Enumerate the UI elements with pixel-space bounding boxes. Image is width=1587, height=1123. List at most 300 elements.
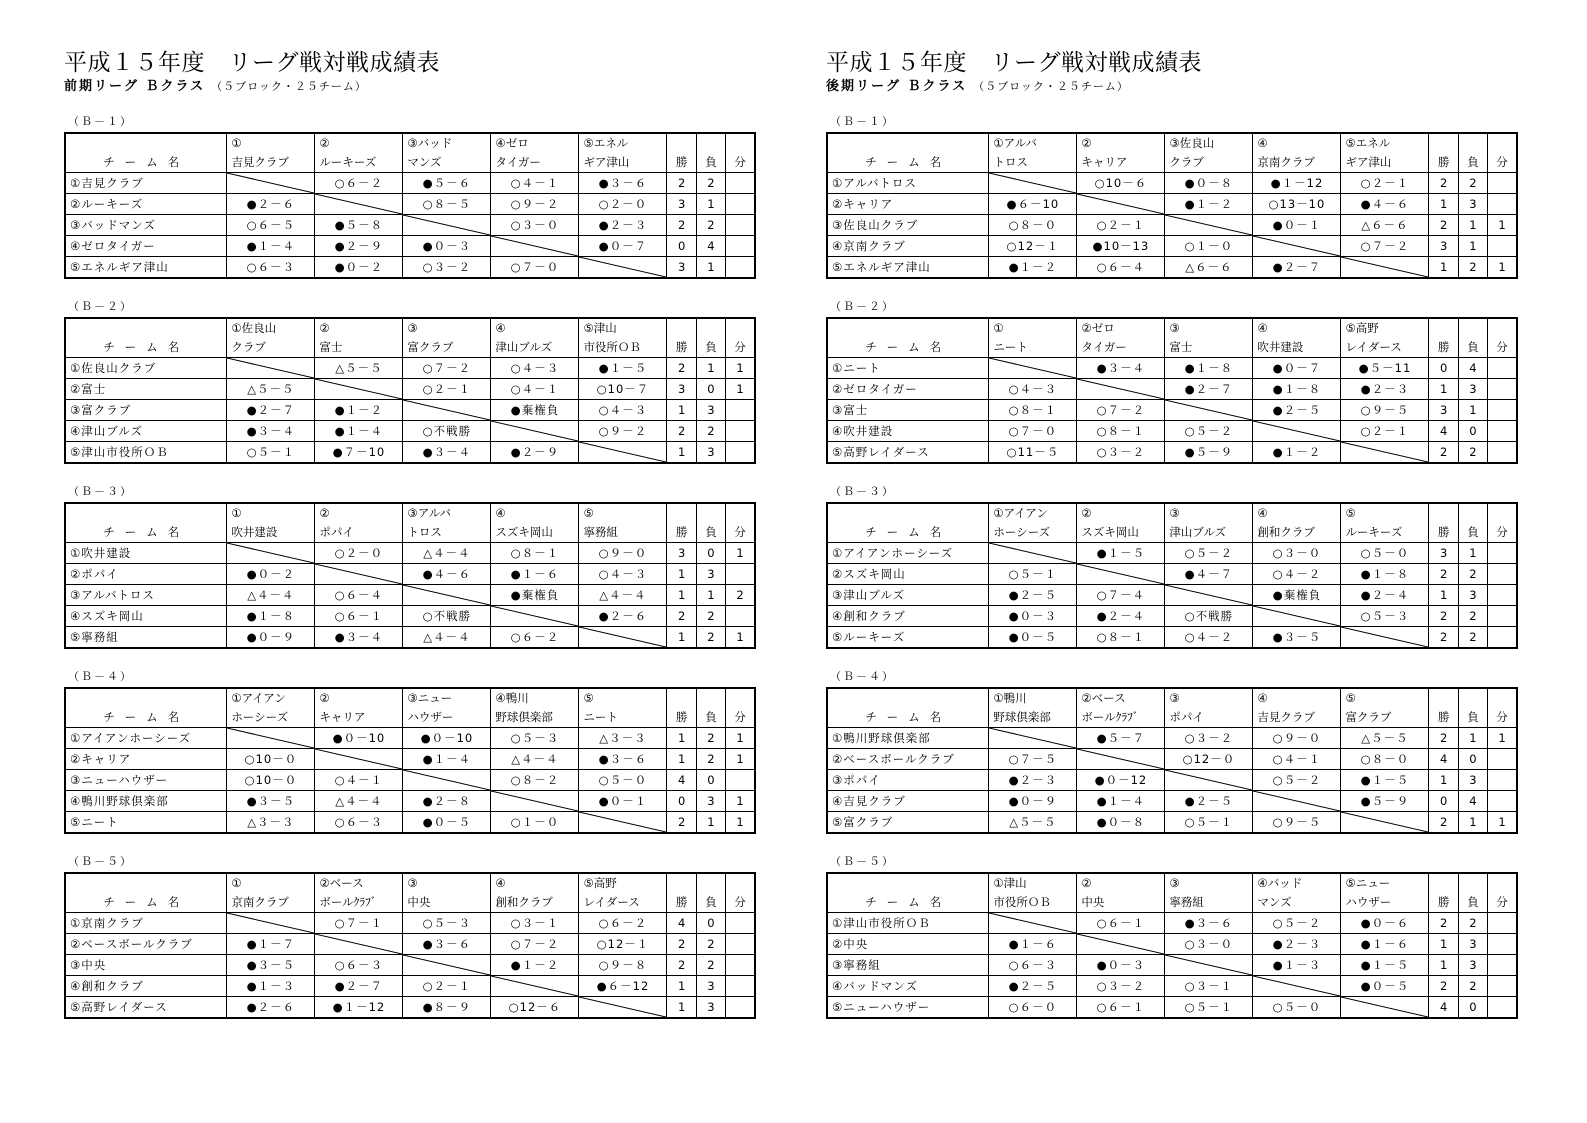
self-match-cell: [1253, 236, 1341, 257]
record-header: 分: [1488, 893, 1517, 913]
self-match-cell: [227, 173, 315, 194]
opponent-header-line1: ②: [1077, 873, 1165, 893]
header-blank: [827, 503, 989, 523]
match-result: ●６－12: [579, 976, 667, 997]
record-header: 分: [726, 153, 755, 173]
match-result: ○４－２: [1165, 627, 1253, 649]
header-blank: [696, 873, 725, 893]
team-name: ②ルーキーズ: [65, 194, 227, 215]
match-result: △４－４: [403, 627, 491, 649]
diagonal-line: [1253, 976, 1340, 996]
opponent-header-line2: 吹井建設: [227, 523, 315, 543]
match-result: ○６－３: [315, 812, 403, 834]
match-result: ○10－０: [227, 770, 315, 791]
opponent-header-line1: ③バッド: [403, 133, 491, 153]
wins-count: 4: [1429, 749, 1458, 770]
league-block: [64, 301, 764, 464]
match-result: ●０－５: [403, 812, 491, 834]
diagonal-line: [1165, 215, 1252, 235]
self-match-cell: [1077, 379, 1165, 400]
wins-count: 2: [1429, 812, 1458, 834]
results-table: [64, 132, 756, 279]
record-header: 負: [1458, 893, 1487, 913]
match-result: △５－５: [989, 812, 1077, 834]
losses-count: 1: [696, 358, 725, 379]
league-block: [826, 856, 1526, 1019]
self-match-cell: [315, 379, 403, 400]
match-result: ●２－９: [315, 236, 403, 257]
losses-count: 2: [696, 934, 725, 955]
diagonal-line: [1077, 564, 1164, 584]
header-blank: [696, 318, 725, 338]
header-row: [65, 523, 755, 543]
match-result: ●１－４: [315, 421, 403, 442]
losses-count: 0: [1458, 749, 1487, 770]
table-row: [827, 236, 1517, 257]
team-name: ③中央: [65, 955, 227, 976]
match-result: ●１－４: [1077, 791, 1165, 812]
draws-count: 1: [726, 812, 755, 834]
opponent-header-line1: ③: [1165, 503, 1253, 523]
match-result: ●４－６: [403, 564, 491, 585]
header-blank: [1429, 873, 1458, 893]
table-row: [65, 955, 755, 976]
team-name: ⑤高野レイダース: [65, 997, 227, 1019]
match-result: ●２－５: [1253, 400, 1341, 421]
draws-count: 1: [726, 791, 755, 812]
match-result: ●５－６: [403, 173, 491, 194]
self-match-cell: [1253, 976, 1341, 997]
match-result: ○５－３: [491, 728, 579, 749]
match-result: ○５－０: [1253, 997, 1341, 1019]
header-blank: [1488, 873, 1517, 893]
match-result: ○７－２: [1341, 236, 1429, 257]
match-result: ○４－１: [315, 770, 403, 791]
draws-count: [1488, 585, 1517, 606]
opponent-header-line2: ギア津山: [1341, 153, 1429, 173]
draws-count: 1: [1488, 215, 1517, 236]
draws-count: 1: [726, 749, 755, 770]
opponent-header-line2: 中央: [1077, 893, 1165, 913]
header-row: [65, 708, 755, 728]
self-match-cell: [1077, 934, 1165, 955]
opponent-header-line2: 市役所ＯＢ: [989, 893, 1077, 913]
self-match-cell: [1341, 812, 1429, 834]
match-result: ○３－２: [1077, 976, 1165, 997]
wins-count: 3: [667, 257, 696, 279]
match-result: ○６－３: [315, 955, 403, 976]
draws-count: [1488, 955, 1517, 976]
header-blank: [65, 133, 227, 153]
match-result: ○４－３: [491, 358, 579, 379]
match-result: ○２－１: [403, 379, 491, 400]
record-header: 勝: [667, 153, 696, 173]
match-result: ●１－３: [1253, 955, 1341, 976]
table-row: [827, 215, 1517, 236]
match-result: ●２－５: [989, 976, 1077, 997]
diagonal-line: [579, 812, 666, 832]
match-result: ○５－１: [989, 564, 1077, 585]
self-match-cell: [1341, 442, 1429, 464]
team-name: ③バッドマンズ: [65, 215, 227, 236]
match-result: ○９－０: [1253, 728, 1341, 749]
draws-count: [1488, 934, 1517, 955]
losses-count: 3: [696, 400, 725, 421]
match-result: ○１－０: [491, 812, 579, 834]
diagonal-line: [491, 606, 578, 626]
team-name: ③ポパイ: [827, 770, 989, 791]
match-result: ○６－２: [579, 913, 667, 934]
match-result: ●４－７: [1165, 564, 1253, 585]
match-result: △４－４: [491, 749, 579, 770]
diagonal-line: [1253, 606, 1340, 626]
table-row: [827, 257, 1517, 279]
diagonal-line: [1077, 749, 1164, 769]
wins-count: 2: [1429, 173, 1458, 194]
match-result: ●１－４: [403, 749, 491, 770]
match-result: ●10－13: [1077, 236, 1165, 257]
match-result: ○２－０: [579, 194, 667, 215]
match-result: ○３－０: [491, 215, 579, 236]
header-row: [65, 688, 755, 708]
header-row: [827, 133, 1517, 153]
wins-count: 1: [667, 400, 696, 421]
match-result: ●１－８: [227, 606, 315, 627]
opponent-header-line1: ②: [315, 133, 403, 153]
losses-count: 3: [696, 791, 725, 812]
table-row: [827, 997, 1517, 1019]
losses-count: 2: [1458, 976, 1487, 997]
opponent-header-line1: ③: [1165, 688, 1253, 708]
opponent-header-line1: ④ゼロ: [491, 133, 579, 153]
losses-count: 2: [1458, 173, 1487, 194]
team-name: ①アイアンホーシーズ: [65, 728, 227, 749]
match-result: ○３－０: [1253, 543, 1341, 564]
diagonal-line: [403, 770, 490, 790]
match-result: △４－４: [315, 791, 403, 812]
opponent-header-line1: ①鴨川: [989, 688, 1077, 708]
team-name: ⑤高野レイダース: [827, 442, 989, 464]
match-result: ●０－５: [989, 627, 1077, 649]
wins-count: 4: [1429, 997, 1458, 1019]
opponent-header-line1: ④: [491, 503, 579, 523]
losses-count: 3: [696, 564, 725, 585]
league-block: [826, 671, 1526, 834]
match-result: ●２－５: [1165, 791, 1253, 812]
team-name: ⑤ニート: [65, 812, 227, 834]
diagonal-line: [579, 257, 666, 277]
opponent-header-line2: 吉見クラブ: [1253, 708, 1341, 728]
self-match-cell: [315, 194, 403, 215]
opponent-header-line2: 富クラブ: [403, 338, 491, 358]
match-result: ○５－３: [403, 913, 491, 934]
opponent-header-line1: ②ベース: [315, 873, 403, 893]
self-match-cell: [1165, 215, 1253, 236]
wins-count: 3: [667, 379, 696, 400]
league-block: [826, 116, 1526, 279]
losses-count: 0: [696, 543, 725, 564]
opponent-header-line1: ①: [227, 503, 315, 523]
table-row: [827, 585, 1517, 606]
opponent-header-line2: レイダース: [1341, 338, 1429, 358]
match-result: ○７－０: [989, 421, 1077, 442]
opponent-header-line1: ⑤津山: [579, 318, 667, 338]
match-result: ○７－２: [1077, 400, 1165, 421]
header-row: [827, 338, 1517, 358]
diagonal-line: [1077, 379, 1164, 399]
team-name: ⑤ルーキーズ: [827, 627, 989, 649]
match-result: ○８－１: [1077, 627, 1165, 649]
team-name: ④鴨川野球倶楽部: [65, 791, 227, 812]
opponent-header-line2: 野球倶楽部: [491, 708, 579, 728]
opponent-header-line2: ハウザー: [403, 708, 491, 728]
losses-count: 1: [696, 194, 725, 215]
results-table: [826, 872, 1518, 1019]
team-name: ⑤寧務組: [65, 627, 227, 649]
table-row: [827, 812, 1517, 834]
wins-count: 1: [667, 976, 696, 997]
wins-count: 4: [667, 913, 696, 934]
opponent-header-line1: ⑤ニュー: [1341, 873, 1429, 893]
record-header: 勝: [667, 708, 696, 728]
opponent-header-line2: ボールｸﾗﾌﾞ: [1077, 708, 1165, 728]
opponent-header-line1: ②ベース: [1077, 688, 1165, 708]
diagonal-line: [227, 913, 314, 933]
self-match-cell: [1077, 194, 1165, 215]
results-table: [826, 317, 1518, 464]
match-result: ○４－１: [491, 173, 579, 194]
table-row: [65, 400, 755, 421]
results-table: [64, 687, 756, 834]
team-name: ②キャリア: [827, 194, 989, 215]
team-name: ①アイアンホーシーズ: [827, 543, 989, 564]
wins-count: 2: [667, 812, 696, 834]
team-name: ③ニューハウザー: [65, 770, 227, 791]
diagonal-line: [491, 421, 578, 441]
table-row: [827, 400, 1517, 421]
match-result: △４－４: [227, 585, 315, 606]
header-blank: [1429, 133, 1458, 153]
opponent-header-line1: ②: [1077, 503, 1165, 523]
record-header: 分: [1488, 153, 1517, 173]
opponent-header-line1: ④: [491, 873, 579, 893]
self-match-cell: [315, 564, 403, 585]
table-row: [827, 728, 1517, 749]
draws-count: 1: [1488, 728, 1517, 749]
match-result: △４－４: [403, 543, 491, 564]
table-row: [65, 421, 755, 442]
wins-count: 1: [1429, 194, 1458, 215]
match-result: ○７－２: [491, 934, 579, 955]
header-row: [827, 503, 1517, 523]
table-row: [827, 627, 1517, 649]
match-result: ●１－12: [315, 997, 403, 1019]
header-blank: [667, 503, 696, 523]
table-row: [65, 627, 755, 649]
self-match-cell: [403, 585, 491, 606]
team-name: ③アルバトロス: [65, 585, 227, 606]
match-result: ○６－１: [1077, 913, 1165, 934]
header-blank: [667, 873, 696, 893]
losses-count: 1: [1458, 215, 1487, 236]
losses-count: 1: [696, 812, 725, 834]
losses-count: 3: [696, 442, 725, 464]
league-block: [64, 486, 764, 649]
header-row: [827, 523, 1517, 543]
match-result: ●３－５: [1253, 627, 1341, 649]
match-result: ●３－４: [315, 627, 403, 649]
diagonal-line: [989, 913, 1076, 933]
header-blank: [726, 873, 755, 893]
match-result: ●２－６: [227, 194, 315, 215]
block-label: （Ｂ－５）: [68, 855, 133, 868]
diagonal-line: [989, 358, 1076, 378]
table-row: [65, 770, 755, 791]
match-result: ●３－６: [1165, 913, 1253, 934]
header-blank: [1458, 873, 1487, 893]
header-blank: [827, 318, 989, 338]
opponent-header-line2: 市役所ＯＢ: [579, 338, 667, 358]
match-result: ●１－８: [1253, 379, 1341, 400]
draws-count: [1488, 236, 1517, 257]
match-result: ●０－３: [403, 236, 491, 257]
diagonal-line: [1253, 791, 1340, 811]
draws-count: [726, 173, 755, 194]
match-result: ○６－４: [1077, 257, 1165, 279]
opponent-header-line2: 京南クラブ: [1253, 153, 1341, 173]
draws-count: 1: [726, 543, 755, 564]
draws-count: [1488, 194, 1517, 215]
team-name: ①佐良山クラブ: [65, 358, 227, 379]
opponent-header-line2: ルーキーズ: [1341, 523, 1429, 543]
team-name-header: チーム名: [827, 338, 989, 358]
match-result: ●１－８: [1165, 358, 1253, 379]
diagonal-line: [227, 728, 314, 748]
results-table: [64, 872, 756, 1019]
draws-count: [726, 215, 755, 236]
diagonal-line: [1077, 934, 1164, 954]
losses-count: 1: [1458, 728, 1487, 749]
match-result: ●１－４: [227, 236, 315, 257]
match-result: ○７－２: [403, 358, 491, 379]
table-row: [65, 997, 755, 1019]
opponent-header-line2: クラブ: [227, 338, 315, 358]
header-row: [65, 873, 755, 893]
match-result: ●２－７: [315, 976, 403, 997]
match-result: ●５－７: [1077, 728, 1165, 749]
self-match-cell: [403, 215, 491, 236]
record-header: 分: [726, 523, 755, 543]
match-result: ●１－２: [989, 257, 1077, 279]
opponent-header-line1: ④鴨川: [491, 688, 579, 708]
header-blank: [726, 503, 755, 523]
match-result: ○９－０: [579, 543, 667, 564]
opponent-header-line1: ④: [1253, 688, 1341, 708]
header-blank: [696, 503, 725, 523]
match-result: ●０－６: [1341, 913, 1429, 934]
match-result: ●２－３: [1253, 934, 1341, 955]
match-result: ○12－６: [491, 997, 579, 1019]
diagonal-line: [1341, 812, 1428, 832]
diagonal-line: [403, 955, 490, 975]
opponent-header-line1: ③: [403, 318, 491, 338]
match-result: ●０－１: [1253, 215, 1341, 236]
diagonal-line: [315, 564, 402, 584]
header-blank: [1458, 503, 1487, 523]
losses-count: 3: [696, 997, 725, 1019]
self-match-cell: [315, 934, 403, 955]
header-blank: [1429, 503, 1458, 523]
match-result: ○６－３: [989, 955, 1077, 976]
table-row: [65, 379, 755, 400]
opponent-header-line1: ①: [227, 873, 315, 893]
header-row: [827, 688, 1517, 708]
league-subtitle: [64, 78, 764, 96]
match-result: ○９－２: [579, 421, 667, 442]
opponent-header-line1: ①アイアン: [989, 503, 1077, 523]
table-row: [827, 543, 1517, 564]
opponent-header-line2: 中央: [403, 893, 491, 913]
match-result: ○５－２: [1253, 770, 1341, 791]
wins-count: 1: [667, 564, 696, 585]
table-row: [827, 934, 1517, 955]
opponent-header-line2: 吹井建設: [1253, 338, 1341, 358]
team-name-header: チーム名: [65, 153, 227, 173]
opponent-header-line2: 富士: [1165, 338, 1253, 358]
opponent-header-line1: ②: [315, 318, 403, 338]
wins-count: 1: [667, 585, 696, 606]
record-header: 負: [696, 523, 725, 543]
table-row: [65, 606, 755, 627]
header-blank: [1429, 688, 1458, 708]
match-result: ●３－６: [403, 934, 491, 955]
second-half-column: [826, 48, 1526, 1019]
opponent-header-line1: ⑤高野: [1341, 318, 1429, 338]
draws-count: [726, 606, 755, 627]
diagonal-line: [989, 728, 1076, 748]
table-row: [65, 564, 755, 585]
wins-count: 2: [667, 358, 696, 379]
losses-count: 4: [1458, 358, 1487, 379]
wins-count: 2: [1429, 442, 1458, 464]
wins-count: 1: [1429, 257, 1458, 279]
team-name-header: チーム名: [65, 523, 227, 543]
match-result: ○５－１: [1165, 812, 1253, 834]
team-name: ②中央: [827, 934, 989, 955]
header-blank: [696, 688, 725, 708]
opponent-header-line1: ⑤: [579, 688, 667, 708]
match-result: ○10－７: [579, 379, 667, 400]
opponent-header-line2: タイガー: [1077, 338, 1165, 358]
opponent-header-line2: ポパイ: [315, 523, 403, 543]
match-result: ○５－２: [1253, 913, 1341, 934]
diagonal-line: [315, 934, 402, 954]
self-match-cell: [579, 442, 667, 464]
wins-count: 2: [1429, 913, 1458, 934]
draws-count: [1488, 627, 1517, 649]
block-label: （Ｂ－３）: [68, 485, 133, 498]
table-row: [827, 955, 1517, 976]
draws-count: 1: [726, 627, 755, 649]
record-header: 分: [726, 708, 755, 728]
diagonal-line: [1165, 770, 1252, 790]
diagonal-line: [315, 749, 402, 769]
team-name: ④創和クラブ: [827, 606, 989, 627]
draws-count: [726, 934, 755, 955]
header-row: [827, 708, 1517, 728]
header-blank: [726, 133, 755, 153]
table-row: [827, 606, 1517, 627]
